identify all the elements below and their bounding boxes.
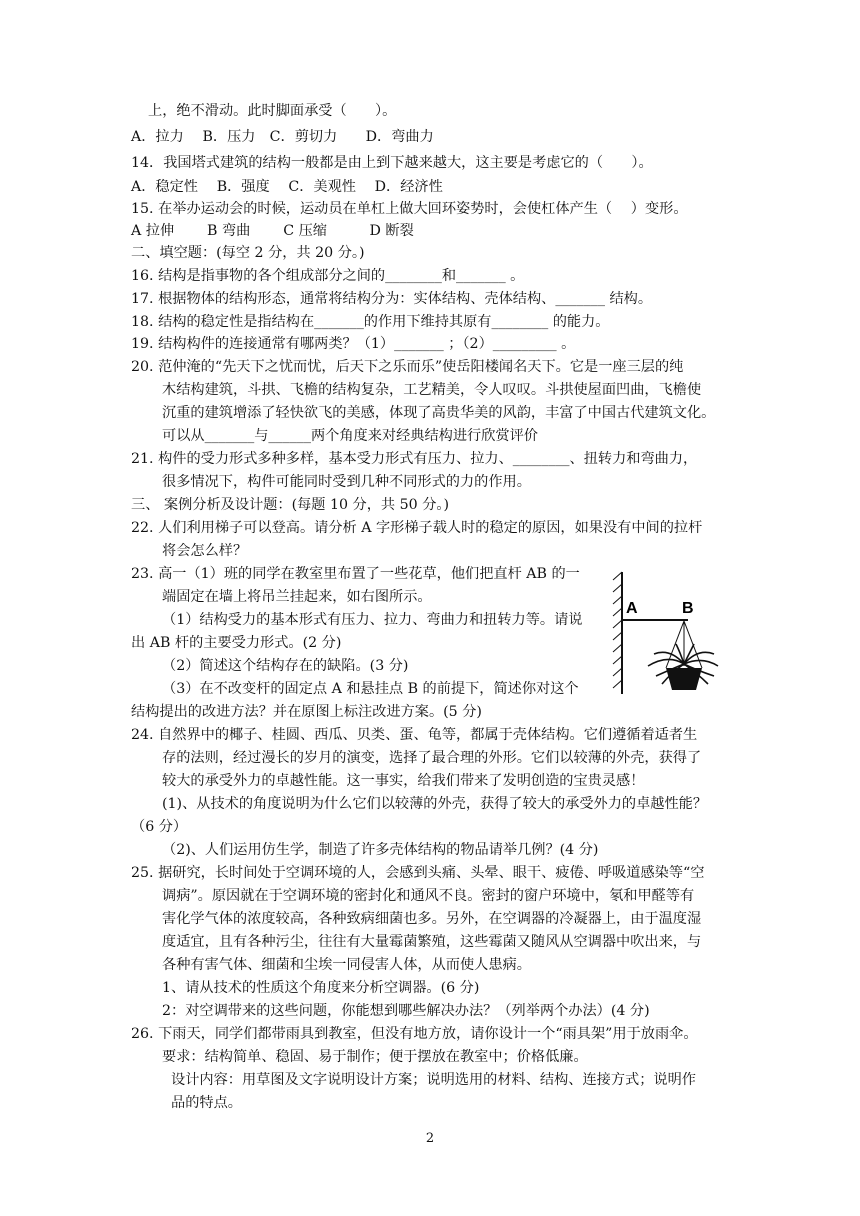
wall-hatching <box>613 572 622 688</box>
q24-line-2: 存的法则，经过漫长的岁月的演变，选择了最合理的外形。它们以较薄的外壳，获得了 <box>162 750 702 766</box>
q13-stem-tail: 上，绝不滑动。此时脚面承受（ ）。 <box>148 103 397 119</box>
flower-pot <box>666 668 702 690</box>
q20-line-4: 可以从_______与______两个角度来对经典结构进行欣赏评价 <box>162 428 538 444</box>
label-b: B <box>682 600 694 617</box>
q26-line-3: 设计内容：用草图及文字说明设计方案；说明选用的材料、结构、连接方式；说明作 <box>171 1072 696 1088</box>
q20-line-1: 20. 范仲淹的“先天下之忧而忧，后天下之乐而乐”使岳阳楼闻名天下。它是一座三层的纯 <box>131 359 684 375</box>
q25-line-5: 各种有害气体、细菌和尘埃一同侵害人体，从而使人患病。 <box>162 957 531 973</box>
q18: 18. 结构的稳定性是指结构在_______的作用下维持其原有________ 的能力。 <box>131 314 610 330</box>
label-a: A <box>626 600 638 617</box>
q23-sub3-line-1: （3）在不改变杆的固定点 A 和悬挂点 B 的前提下，简述你对这个 <box>162 681 579 697</box>
page-number: 2 <box>425 1131 435 1146</box>
q20-line-2: 木结构建筑，斗拱、飞檐的结构复杂，工艺精美，令人叹叹。斗拱使屋面凹曲，飞檐使 <box>162 382 702 398</box>
q25-sub1: 1、请从技术的性质这个角度来分析空调器。(6 分) <box>162 980 480 996</box>
q24-line-3: 较大的承受外力的卓越性能。这一事实，给我们带来了发明创造的宝贵灵感！ <box>162 773 645 789</box>
rod-ab-figure <box>610 568 720 698</box>
q20-line-3: 沉重的建筑增添了轻快欲飞的美感，体现了高贵华美的风韵，丰富了中国古代建筑文化。 <box>162 405 716 421</box>
q15-options: A 拉伸 B 弯曲 C 压缩 D 断裂 <box>131 223 414 239</box>
q26-line-4: 品的特点。 <box>171 1095 242 1111</box>
q26-line-1: 26. 下雨天，同学们都带雨具到教室，但没有地方放，请你设计一个“雨具架”用于放雨伞。 <box>131 1026 698 1042</box>
q23-sub2: （2）简述这个结构存在的缺陷。(3 分) <box>162 658 409 674</box>
q25-line-4: 度适宜，且有各种污尘，往往有大量霉菌繁殖，这些霉菌又随风从空调器中吹出来，与 <box>162 934 702 950</box>
q25-line-3: 害化学气体的浓度较高，各种致病细菌也多。另外，在空调器的冷凝器上，由于温度湿 <box>162 911 702 927</box>
q24-sub1-line-2: （6 分） <box>131 819 188 835</box>
q25-line-1: 25. 据研究，长时间处于空调环境的人，会感到头痛、头晕、眼干、疲倦、呼吸道感染等“空 <box>131 865 705 881</box>
q23-line-2: 端固定在墙上将吊兰挂起来，如右图所示。 <box>162 589 432 605</box>
q21-line-1: 21. 构件的受力形式多种多样，基本受力形式有压力、拉力、________、扭转力和弯曲力， <box>131 451 698 467</box>
q21-line-2: 很多情况下，构件可能同时受到几种不同形式的力的作用。 <box>162 474 531 490</box>
q15-stem: 15. 在举办运动会的时候，运动员在单杠上做大回环姿势时，会使杠体产生（ ）变形。 <box>131 201 688 217</box>
q23-sub1-line-1: （1）结构受力的基本形式有压力、拉力、弯曲力和扭转力等。请说 <box>162 612 583 628</box>
q23-line-1: 23. 高一（1）班的同学在教室里布置了一些花草，他们把直杆 AB 的一 <box>131 566 580 582</box>
q14-stem: 14．我国塔式建筑的结构一般都是由上到下越来越大，这主要是考虑它的（ ）。 <box>131 155 653 171</box>
q17: 17. 根据物体的结构形态，通常将结构分为：实体结构、壳体结构、_______ 结构。 <box>131 291 653 307</box>
q16: 16. 结构是指事物的各个组成部分之间的________和_______ 。 <box>131 268 525 284</box>
q19: 19. 结构构件的连接通常有哪两类？（1）_______ ；（2）_________ 。 <box>131 336 576 352</box>
section-3-heading: 三、 案例分析及设计题：(每题 10 分，共 50 分。) <box>131 497 450 513</box>
q14-options: A．稳定性 B．强度 C．美观性 D．经济性 <box>131 179 443 195</box>
q25-line-2: 调病”。原因就在于空调环境的密封化和通风不良。密封的窗户环境中，氡和甲醛等有 <box>162 888 695 904</box>
q22-line-1: 22. 人们利用梯子可以登高。请分析 A 字形梯子载人时的稳定的原因，如果没有中间的拉杆 <box>131 520 703 536</box>
q25-sub2: 2：对空调带来的这些问题，你能想到哪些解决办法？（列举两个办法）(4 分) <box>162 1003 650 1019</box>
q13-options: A．拉力 B．压力 C．剪切力 D．弯曲力 <box>131 129 434 145</box>
q24-sub2: （2)、人们运用仿生学，制造了许多壳体结构的物品请举几例？(4 分) <box>162 842 599 858</box>
q23-sub3-line-2: 结构提出的改进方法？并在原图上标注改进方案。(5 分) <box>131 704 482 720</box>
q24-sub1-line-1: (1)、从技术的角度说明为什么它们以较薄的外壳，获得了较大的承受外力的卓越性能？ <box>162 796 708 812</box>
q24-line-1: 24. 自然界中的椰子、桂圆、西瓜、贝类、蛋、龟等，都属于壳体结构。它们遵循着适者生 <box>131 727 698 743</box>
q23-sub1-line-2: 出 AB 杆的主要受力形式。(2 分) <box>131 635 342 651</box>
q26-line-2: 要求：结构简单、稳固、易于制作；便于摆放在教室中；价格低廉。 <box>162 1049 588 1065</box>
section-2-heading: 二、填空题：(每空 2 分，共 20 分。) <box>131 245 365 261</box>
q22-line-2: 将会怎么样？ <box>162 543 248 559</box>
